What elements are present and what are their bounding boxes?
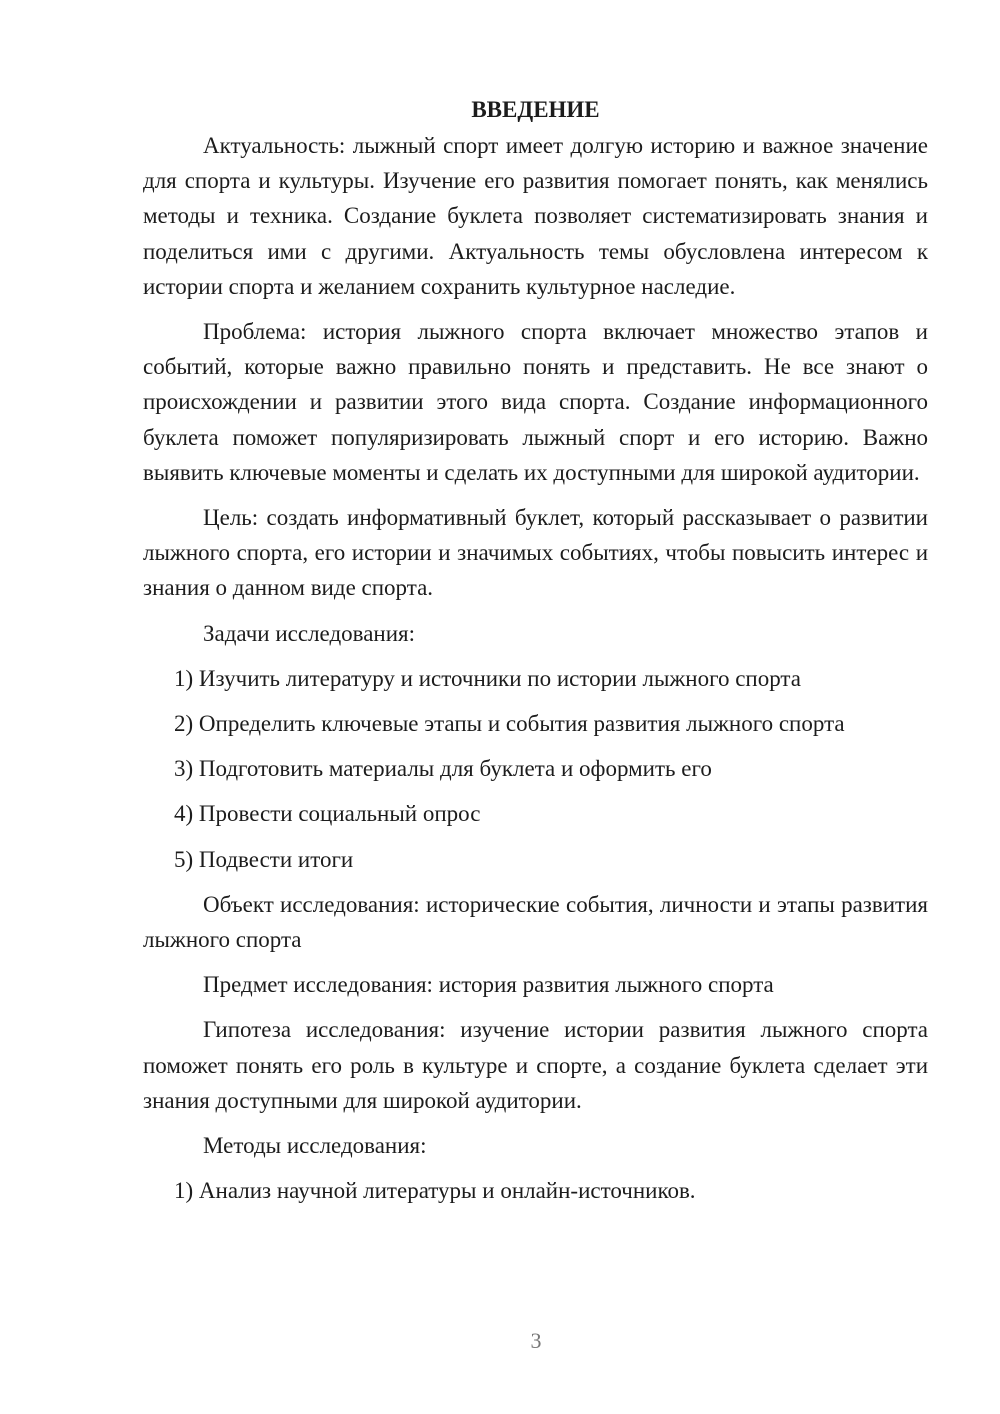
subject-paragraph: Предмет исследования: история развития лыжного спорта	[203, 972, 774, 998]
task-item-3: 3) Подготовить материалы для буклета и оформить его	[174, 756, 712, 782]
object-paragraph: Объект исследования: исторические события, личности и этапы развития лыжного спорта	[143, 891, 928, 953]
problem-paragraph: Проблема: история лыжного спорта включает множество этапов и событий, которые важно правильно понять и представить. Не все знают о происхождении и развитии этого вида спорта. Создание информационного буклета поможет популяризировать лыжный спорт и его историю. Важно выявить ключевые моменты и сделать их доступными для широкой аудитории.	[143, 319, 928, 485]
section-heading: ВВЕДЕНИЕ	[471, 97, 600, 122]
tasks-label: Задачи исследования:	[203, 620, 416, 646]
methods-list	[143, 1173, 928, 1208]
hypothesis-paragraph: Гипотеза исследования: изучение истории развития лыжного спорта поможет понять его роль в культуре и спорте, а создание буклета сделает эти знания доступными для широкой аудитории.	[143, 1017, 928, 1113]
method-item-1: 1) Анализ научной литературы и онлайн-источников.	[174, 1178, 696, 1204]
task-item-5: 5) Подвести итоги	[174, 846, 354, 872]
relevance-paragraph: Актуальность: лыжный спорт имеет долгую историю и важное значение для спорта и культуры. Изучение его развития помогает понять, как менялись методы и техника. Создание буклета позволяет систематизировать знания и поделиться ими с другими. Актуальность темы обусловлена интересом к истории спорта и желанием сохранить культурное наследие.	[143, 133, 928, 299]
tasks-list	[143, 661, 928, 877]
page-number: 3	[530, 1328, 542, 1353]
goal-paragraph: Цель: создать информативный буклет, который рассказывает о развитии лыжного спорта, его истории и значимых событиях, чтобы повысить интерес и знания о данном виде спорта.	[143, 505, 928, 601]
task-item-1: 1) Изучить литературу и источники по истории лыжного спорта	[174, 665, 801, 691]
methods-label: Методы исследования:	[203, 1133, 427, 1159]
task-item-2: 2) Определить ключевые этапы и события развития лыжного спорта	[174, 711, 845, 737]
task-item-4: 4) Провести социальный опрос	[174, 801, 481, 827]
page-content	[143, 92, 928, 1218]
